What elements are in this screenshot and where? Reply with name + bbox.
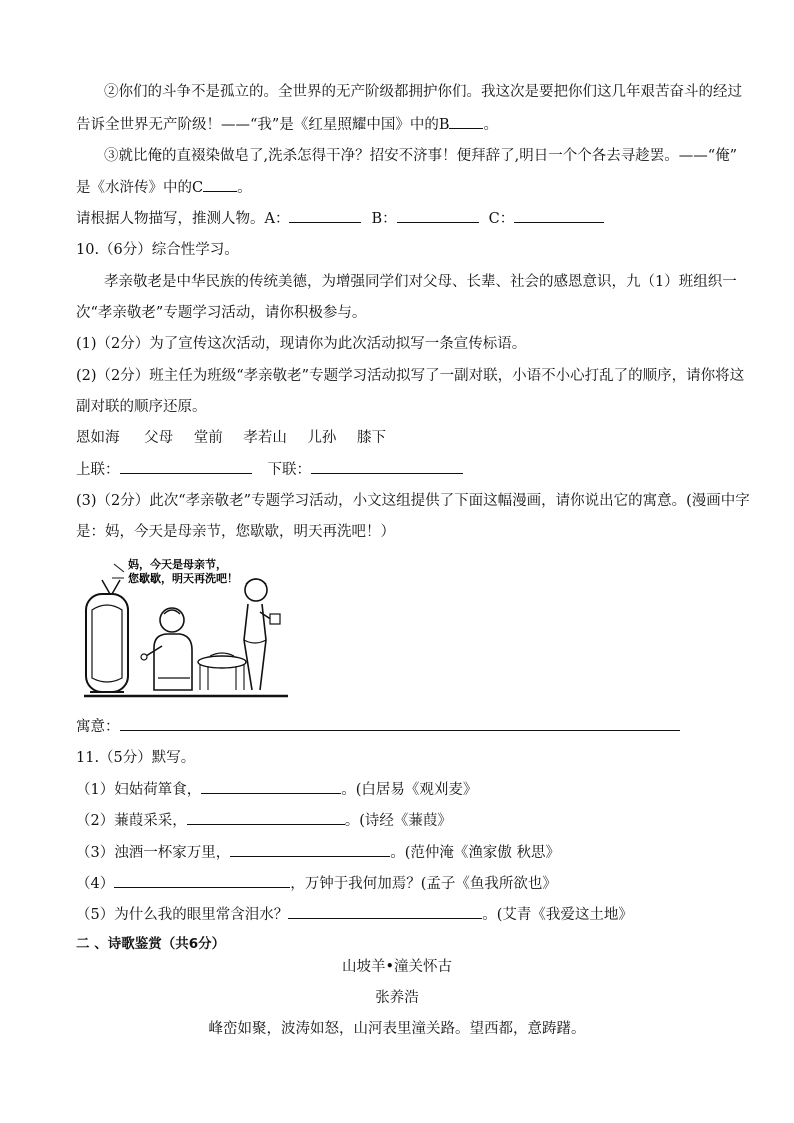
q10-couplet-row bbox=[76, 459, 463, 480]
q11-blank-1[interactable] bbox=[201, 779, 341, 794]
q9-label-c: C： bbox=[488, 211, 515, 227]
q11-item-4 bbox=[76, 873, 557, 894]
q11-item-1 bbox=[76, 779, 477, 800]
q9-item2-line1: ②你们的斗争不是孤立的。全世界的无产阶级都拥护你们。我这次是要把你们这几年艰苦奋斗的经过 bbox=[104, 84, 742, 100]
q10-title: 10.（6分）综合性学习。 bbox=[76, 242, 239, 258]
q9-item3-line2 bbox=[76, 177, 252, 198]
meaning-blank[interactable] bbox=[120, 716, 680, 731]
poem-author: 张养浩 bbox=[375, 990, 419, 1006]
cartoon-caption-1: 妈，今天是母亲节， bbox=[128, 558, 227, 571]
bowl-icon bbox=[270, 614, 280, 624]
q11-blank-3[interactable] bbox=[230, 842, 390, 857]
cartoon-caption-2: 您歇歇，明天再洗吧！ bbox=[128, 572, 238, 585]
q9-answer-a-blank[interactable] bbox=[289, 208, 361, 223]
q11-item-4-pre: （4） bbox=[76, 876, 115, 892]
q9-answer-b-inline-blank[interactable] bbox=[449, 114, 483, 129]
q11-item-2-pre: （2）蒹葭采采， bbox=[76, 813, 187, 829]
q10-sub3-line2: 是：妈，今天是母亲节，您歇歇，明天再洗吧！） bbox=[76, 524, 395, 540]
q9-prompt: 请根据人物描写，推测人物。 bbox=[76, 211, 265, 227]
q10-sub2-line2: 副对联的顺序还原。 bbox=[76, 399, 207, 415]
q10-sub1: (1)（2分）为了宣传这次活动，现请你为此次活动拟写一条宣传标语。 bbox=[76, 336, 527, 352]
q9-answer-b-blank[interactable] bbox=[397, 208, 479, 223]
q11-blank-4[interactable] bbox=[114, 873, 290, 888]
q11-blank-2[interactable] bbox=[187, 810, 345, 825]
lower-couplet-blank[interactable] bbox=[311, 459, 463, 474]
q9-answer-row bbox=[76, 208, 604, 229]
word-item: 恩如海 bbox=[76, 430, 120, 446]
q11-item-4-post: ，万钟于我何加焉？(孟子《鱼我所欲也》 bbox=[290, 876, 557, 892]
q9-item3-line1: ③就比俺的直裰染做皂了,洗杀怎得干净？招安不济事！便拜辞了,明日一个个各去寻趁罢。——“俺” bbox=[104, 148, 738, 164]
section2-heading: 二 、诗歌鉴赏（共6分） bbox=[76, 936, 226, 952]
lower-label: 下联： bbox=[267, 462, 311, 478]
q9-item2-text: 告诉全世界无产阶级！——“我”是《红星照耀中国》中的B bbox=[76, 117, 450, 133]
upper-couplet-blank[interactable] bbox=[120, 459, 252, 474]
q11-item-1-post: 。(白居易《观刈麦》 bbox=[341, 782, 478, 798]
table-icon bbox=[198, 656, 246, 668]
child-icon bbox=[160, 608, 184, 632]
meaning-label: 寓意： bbox=[76, 719, 120, 735]
q11-item-2-post: 。(诗经《蒹葭》 bbox=[344, 813, 452, 829]
q9-answer-c-inline-blank[interactable] bbox=[203, 177, 237, 192]
q11-item-5-post: 。(艾青《我爱这土地》 bbox=[482, 907, 633, 923]
q9-item2-line2 bbox=[76, 114, 498, 135]
q11-title: 11.（5分）默写。 bbox=[76, 750, 196, 766]
q11-item-5-pre: （5）为什么我的眼里常含泪水？ bbox=[76, 907, 289, 923]
q9-item3-end: 。 bbox=[237, 180, 252, 196]
q10-intro-line1: 孝亲敬老是中华民族的传统美德，为增强同学们对父母、长辈、社会的感恩意识，九（1）班组织一 bbox=[104, 274, 737, 290]
upper-label: 上联： bbox=[76, 462, 120, 478]
q11-item-3-pre: （3）浊酒一杯家万里， bbox=[76, 845, 231, 861]
sofa-icon bbox=[154, 634, 192, 690]
poem-line-1: 峰峦如聚，波涛如怒，山河表里潼关路。望西都，意踌躇。 bbox=[208, 1021, 586, 1037]
antenna-icon bbox=[102, 580, 120, 594]
word-item: 父母 bbox=[144, 430, 174, 446]
q11-item-3-post: 。(范仲淹《渔家傲 秋思》 bbox=[390, 845, 560, 861]
poem-title: 山坡羊•潼关怀古 bbox=[341, 959, 453, 975]
cartoon-image bbox=[84, 550, 290, 700]
q11-item-2 bbox=[76, 810, 452, 831]
q11-item-1-pre: （1）妇姑荷箪食， bbox=[76, 782, 202, 798]
q9-label-a: A： bbox=[264, 211, 290, 227]
q10-intro-line2: 次“孝亲敬老”专题学习活动，请你积极参与。 bbox=[76, 305, 367, 321]
q9-answer-c-blank[interactable] bbox=[514, 208, 604, 223]
q9-item2-end: 。 bbox=[483, 117, 498, 133]
q10-sub3-line1: (3)（2分）此次“孝亲敬老”专题学习活动，小文这组提供了下面这幅漫画，请你说出它的寓意。(漫画中字 bbox=[76, 493, 750, 509]
word-item: 孝若山 bbox=[243, 430, 287, 446]
word-item: 堂前 bbox=[193, 430, 223, 446]
word-item: 儿孙 bbox=[307, 430, 337, 446]
q10-meaning-row bbox=[76, 716, 680, 737]
word-item: 膝下 bbox=[357, 430, 387, 446]
q10-sub2-line1: (2)（2分）班主任为班级“孝亲敬老”专题学习活动拟写了一副对联，小语不小心打乱了的顺序，请你将这 bbox=[76, 368, 745, 384]
q11-item-5 bbox=[76, 904, 633, 925]
q9-item3-text: 是《水浒传》中的C bbox=[76, 180, 204, 196]
q11-blank-5[interactable] bbox=[288, 904, 482, 919]
q11-item-3 bbox=[76, 842, 560, 863]
q9-label-b: B： bbox=[371, 211, 397, 227]
q10-word-list bbox=[76, 428, 386, 448]
